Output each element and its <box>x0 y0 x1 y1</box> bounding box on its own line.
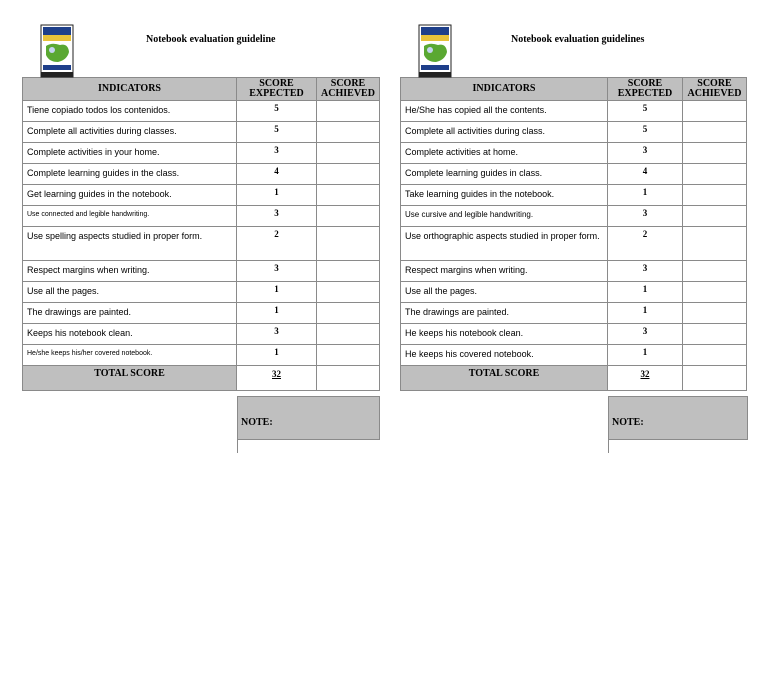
indicator-cell: Take learning guides in the notebook. <box>401 185 608 206</box>
indicator-cell: Complete learning guides in class. <box>401 164 608 185</box>
total-score-value: 32 <box>237 366 317 391</box>
expected-score-cell: 3 <box>237 206 317 227</box>
achieved-score-cell[interactable] <box>683 324 747 345</box>
achieved-score-cell[interactable] <box>317 261 380 282</box>
indicator-cell: Complete all activities during class. <box>401 122 608 143</box>
table-row <box>23 164 380 185</box>
score-achieved-header: SCORE ACHIEVED <box>683 78 747 101</box>
total-score-label: TOTAL SCORE <box>401 366 608 391</box>
expected-score-cell: 1 <box>608 345 683 366</box>
expected-score-cell: 1 <box>608 185 683 206</box>
achieved-score-cell[interactable] <box>683 303 747 324</box>
note-box[interactable] <box>608 396 748 440</box>
indicator-cell: Use connected and legible handwriting. <box>23 206 237 227</box>
expected-score-cell: 1 <box>237 185 317 206</box>
total-achieved-cell[interactable] <box>683 366 747 391</box>
table-row <box>23 282 380 303</box>
note-box[interactable] <box>237 396 380 440</box>
indicator-cell: Use orthographic aspects studied in proper form. <box>401 227 608 261</box>
total-achieved-cell[interactable] <box>317 366 380 391</box>
achieved-score-cell[interactable] <box>683 282 747 303</box>
expected-score-cell: 1 <box>237 303 317 324</box>
table-row <box>401 282 747 303</box>
achieved-score-cell[interactable] <box>317 185 380 206</box>
achieved-score-cell[interactable] <box>683 143 747 164</box>
indicator-cell: He keeps his notebook clean. <box>401 324 608 345</box>
indicator-cell: Keeps his notebook clean. <box>23 324 237 345</box>
achieved-score-cell[interactable] <box>317 282 380 303</box>
expected-score-cell: 5 <box>237 101 317 122</box>
indicator-cell: He/she keeps his/her covered notebook. <box>23 345 237 366</box>
table-row <box>23 261 380 282</box>
table-row <box>401 261 747 282</box>
expected-score-cell: 1 <box>608 303 683 324</box>
table-row <box>401 101 747 122</box>
note-label: NOTE: <box>241 417 273 428</box>
table-row <box>23 324 380 345</box>
indicator-cell: Complete learning guides in the class. <box>23 164 237 185</box>
indicator-cell: Use all the pages. <box>401 282 608 303</box>
page-title: Notebook evaluation guideline <box>146 34 276 45</box>
indicator-cell: Use spelling aspects studied in proper form. <box>23 227 237 261</box>
expected-score-cell: 3 <box>608 261 683 282</box>
table-row <box>23 206 380 227</box>
indicator-cell: Respect margins when writing. <box>23 261 237 282</box>
indicator-cell: Complete activities in your home. <box>23 143 237 164</box>
table-row <box>23 101 380 122</box>
indicator-cell: Use all the pages. <box>23 282 237 303</box>
table-row <box>23 345 380 366</box>
total-score-value: 32 <box>608 366 683 391</box>
expected-score-cell: 3 <box>237 261 317 282</box>
table-row <box>401 303 747 324</box>
achieved-score-cell[interactable] <box>317 143 380 164</box>
expected-score-cell: 3 <box>608 143 683 164</box>
expected-score-cell: 3 <box>237 143 317 164</box>
indicator-cell: Use cursive and legible handwriting. <box>401 206 608 227</box>
achieved-score-cell[interactable] <box>683 261 747 282</box>
evaluation-table <box>22 77 380 391</box>
indicator-cell: Complete all activities during classes. <box>23 122 237 143</box>
table-row <box>23 227 380 261</box>
indicator-cell: The drawings are painted. <box>23 303 237 324</box>
expected-score-cell: 4 <box>237 164 317 185</box>
achieved-score-cell[interactable] <box>317 345 380 366</box>
achieved-score-cell[interactable] <box>683 227 747 261</box>
table-row <box>401 143 747 164</box>
divider <box>237 440 238 453</box>
achieved-score-cell[interactable] <box>317 164 380 185</box>
indicator-cell: He/She has copied all the contents. <box>401 101 608 122</box>
score-achieved-header: SCORE ACHIEVED <box>317 78 380 101</box>
table-row <box>401 164 747 185</box>
table-row <box>401 227 747 261</box>
total-score-label: TOTAL SCORE <box>23 366 237 391</box>
divider <box>608 440 609 453</box>
indicator-cell: Tiene copiado todos los contenidos. <box>23 101 237 122</box>
table-row <box>401 324 747 345</box>
score-expected-header: SCORE EXPECTED <box>608 78 683 101</box>
table-row <box>23 143 380 164</box>
table-row <box>401 206 747 227</box>
table-row <box>401 122 747 143</box>
total-row <box>401 366 747 391</box>
note-label: NOTE: <box>612 417 644 428</box>
indicator-cell: The drawings are painted. <box>401 303 608 324</box>
table-row <box>401 185 747 206</box>
expected-score-cell: 5 <box>237 122 317 143</box>
achieved-score-cell[interactable] <box>317 122 380 143</box>
achieved-score-cell[interactable] <box>317 206 380 227</box>
achieved-score-cell[interactable] <box>317 227 380 261</box>
table-row <box>401 345 747 366</box>
score-expected-header: SCORE EXPECTED <box>237 78 317 101</box>
achieved-score-cell[interactable] <box>683 206 747 227</box>
expected-score-cell: 3 <box>608 324 683 345</box>
table-row <box>23 122 380 143</box>
indicator-cell: Respect margins when writing. <box>401 261 608 282</box>
indicator-cell: Complete activities at home. <box>401 143 608 164</box>
expected-score-cell: 5 <box>608 101 683 122</box>
achieved-score-cell[interactable] <box>683 164 747 185</box>
table-row <box>23 303 380 324</box>
table-row <box>23 185 380 206</box>
left-evaluation-panel <box>22 22 380 428</box>
achieved-score-cell[interactable] <box>683 345 747 366</box>
right-evaluation-panel <box>400 22 747 428</box>
expected-score-cell: 4 <box>608 164 683 185</box>
left-header <box>22 22 380 77</box>
indicators-header: INDICATORS <box>23 78 237 101</box>
achieved-score-cell[interactable] <box>317 101 380 122</box>
expected-score-cell: 1 <box>237 282 317 303</box>
achieved-score-cell[interactable] <box>683 101 747 122</box>
school-logo-icon <box>40 24 74 78</box>
expected-score-cell: 3 <box>237 324 317 345</box>
achieved-score-cell[interactable] <box>683 122 747 143</box>
expected-score-cell: 3 <box>608 206 683 227</box>
right-header <box>400 22 747 77</box>
expected-score-cell: 1 <box>237 345 317 366</box>
achieved-score-cell[interactable] <box>317 303 380 324</box>
evaluation-table <box>400 77 747 391</box>
school-logo-icon <box>418 24 452 78</box>
indicator-cell: Get learning guides in the notebook. <box>23 185 237 206</box>
achieved-score-cell[interactable] <box>317 324 380 345</box>
indicators-header: INDICATORS <box>401 78 608 101</box>
expected-score-cell: 2 <box>237 227 317 261</box>
expected-score-cell: 5 <box>608 122 683 143</box>
expected-score-cell: 2 <box>608 227 683 261</box>
page-title: Notebook evaluation guidelines <box>511 34 645 45</box>
indicator-cell: He keeps his covered notebook. <box>401 345 608 366</box>
total-row <box>23 366 380 391</box>
achieved-score-cell[interactable] <box>683 185 747 206</box>
expected-score-cell: 1 <box>608 282 683 303</box>
